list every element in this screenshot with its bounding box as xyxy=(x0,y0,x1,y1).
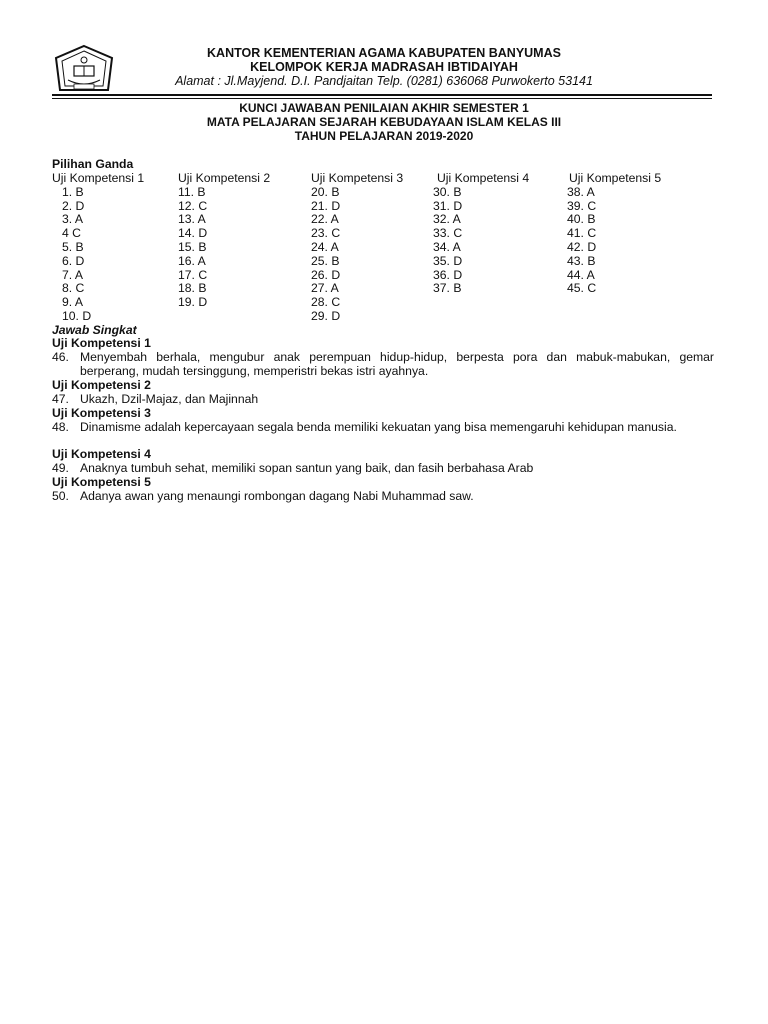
answer-item: 32. A xyxy=(433,212,461,226)
answer-item: 19. D xyxy=(178,295,208,309)
js-section-title: Uji Kompetensi 2 xyxy=(52,378,151,392)
question-number: 47. xyxy=(52,392,69,406)
answer-item: 11. B xyxy=(178,185,206,199)
answer-item: 30. B xyxy=(433,185,462,199)
answer-item: 43. B xyxy=(567,254,596,268)
question-number: 46. xyxy=(52,350,69,364)
answer-item: 5. B xyxy=(62,240,84,254)
doc-title-line1: KUNCI JAWABAN PENILAIAN AKHIR SEMESTER 1 xyxy=(239,101,529,115)
answer-item: 14. D xyxy=(178,226,208,240)
answer-item: 28. C xyxy=(311,295,341,309)
office-name: KANTOR KEMENTERIAN AGAMA KABUPATEN BANYUMAS xyxy=(207,46,561,60)
answer-item: 15. B xyxy=(178,240,207,254)
pg-col-header: Uji Kompetensi 4 xyxy=(437,171,530,185)
answer-item: 44. A xyxy=(567,268,595,282)
office-address: Alamat : Jl.Mayjend. D.I. Pandjaitan Telp. (0281) 636068 Purwokerto 53141 xyxy=(175,74,593,88)
answer-item: 35. D xyxy=(433,254,463,268)
doc-title-line2: MATA PELAJARAN SEJARAH KEBUDAYAAN ISLAM KELAS III xyxy=(206,115,562,129)
answer-item: 27. A xyxy=(311,281,339,295)
js-heading: Jawab Singkat xyxy=(52,323,137,337)
answer-text: Dinamisme adalah kepercayaan segala benda memiliki kekuatan yang bisa memengaruhi kehidupan manusia. xyxy=(80,420,677,434)
js-section-title: Uji Kompetensi 1 xyxy=(52,336,151,350)
question-number: 48. xyxy=(52,420,69,434)
answer-item: 22. A xyxy=(311,212,339,226)
header-rule-thin xyxy=(52,98,712,99)
js-section-title: Uji Kompetensi 5 xyxy=(52,475,151,489)
answer-text: Ukazh, Dzil-Majaz, dan Majinnah xyxy=(80,392,259,406)
answer-item: 17. C xyxy=(178,268,208,282)
answer-item: 10. D xyxy=(62,309,92,323)
js-section-title: Uji Kompetensi 3 xyxy=(52,406,151,420)
pg-col-header: Uji Kompetensi 1 xyxy=(52,171,145,185)
answer-item: 18. B xyxy=(178,281,207,295)
answer-item: 21. D xyxy=(311,199,341,213)
answer-item: 20. B xyxy=(311,185,340,199)
header-rule-thick xyxy=(52,94,712,96)
answer-text: Adanya awan yang menaungi rombongan dagang Nabi Muhammad saw. xyxy=(80,489,474,503)
answer-item: 37. B xyxy=(433,281,462,295)
doc-title-line3: TAHUN PELAJARAN 2019-2020 xyxy=(294,129,474,143)
answer-text: Menyembah berhala, mengubur anak perempuan hidup-hidup, berpesta pora dan mabuk-mabukan, gemar berperang, mudah tersinggung, memperistri bekas istri ayahnya. xyxy=(80,350,714,378)
answer-item: 6. D xyxy=(62,254,85,268)
answer-item: 3. A xyxy=(62,212,84,226)
answer-item: 8. C xyxy=(62,281,85,295)
pg-heading: Pilihan Ganda xyxy=(52,157,134,171)
answer-item: 34. A xyxy=(433,240,461,254)
answer-item: 23. C xyxy=(311,226,341,240)
answer-item: 45. C xyxy=(567,281,597,295)
question-number: 49. xyxy=(52,461,69,475)
answer-item: 40. B xyxy=(567,212,596,226)
answer-item: 13. A xyxy=(178,212,206,226)
answer-text: Anaknya tumbuh sehat, memiliki sopan santun yang baik, dan fasih berbahasa Arab xyxy=(80,461,534,475)
answer-item: 33. C xyxy=(433,226,463,240)
pg-col-header: Uji Kompetensi 2 xyxy=(178,171,271,185)
answer-item: 38. A xyxy=(567,185,595,199)
pg-col-header: Uji Kompetensi 5 xyxy=(569,171,662,185)
answer-item: 36. D xyxy=(433,268,463,282)
answer-item: 4 C xyxy=(62,226,81,240)
answer-item: 41. C xyxy=(567,226,597,240)
answer-item: 12. C xyxy=(178,199,208,213)
answer-item: 29. D xyxy=(311,309,341,323)
answer-item: 7. A xyxy=(62,268,84,282)
answer-item: 26. D xyxy=(311,268,341,282)
answer-item: 9. A xyxy=(62,295,84,309)
js-section-title: Uji Kompetensi 4 xyxy=(52,447,151,461)
answer-item: 42. D xyxy=(567,240,597,254)
answer-item: 25. B xyxy=(311,254,340,268)
answer-item: 24. A xyxy=(311,240,339,254)
working-group-name: KELOMPOK KERJA MADRASAH IBTIDAIYAH xyxy=(250,60,518,74)
answer-item: 39. C xyxy=(567,199,597,213)
answer-item: 1. B xyxy=(62,185,84,199)
pg-col-header: Uji Kompetensi 3 xyxy=(311,171,404,185)
answer-item: 16. A xyxy=(178,254,206,268)
answer-item: 2. D xyxy=(62,199,85,213)
answer-item: 31. D xyxy=(433,199,463,213)
question-number: 50. xyxy=(52,489,69,503)
